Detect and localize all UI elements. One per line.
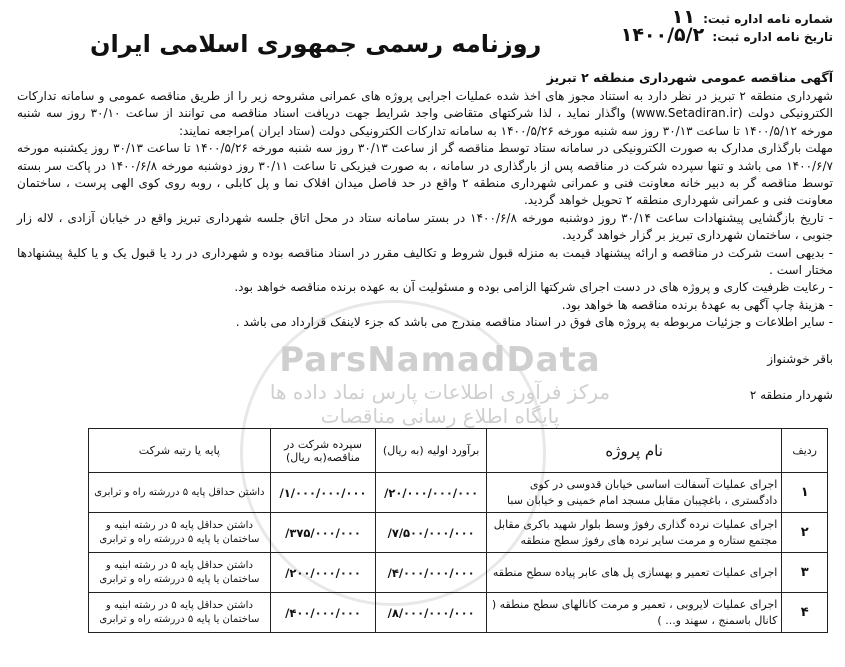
cell-deposit: ۲۰۰/۰۰۰/۰۰۰/ xyxy=(270,553,376,593)
signer-name: باقر خوشنواز xyxy=(767,352,833,366)
notice-paragraph: مهلت بارگذاری مدارک به صورت الکترونیکی در سامانه ستاد توسط مناقصه گر از ساعت ۳۰/۱۳ روز سه شنبه مورخه ۱۴۰۰/۵/۲۶ تا ساعت ۳۰/۱۳ روز یکشنبه مورخه ۱۴۰۰/۶/۷ می باشد و تنها سپرده شرکت در مناقصه پس از بارگذاری در سامانه ، به صورت فیزیکی تا ساعت ۳۰/۱۱ روز دوشنبه مورخه ۱۴۰۰/۶/۸ در پاکت سر بسته توسط مناقصه گر به دبیر خانه معاونت فنی و عمرانی شهرداری منطقه ۲ واقع در حد فاصل میدان افلاک نما و پل کابلی ، روبه روی کوی الهی پرست ، ساختمان معاونت فنی و عمرانی شهرداری منطقه ۲ تحویل خواهد گردید. xyxy=(17,141,833,208)
cell-grade: داشتن حداقل پایه ۵ در رشته ابنیه و ساختمان یا پایه ۵ دررشته راه و ترابری xyxy=(89,593,271,633)
header-project-name: نام پروژه xyxy=(486,429,781,473)
cell-project-name: اجرای عملیات تعمیر و بهسازی پل های عابر پیاده سطح منطقه xyxy=(486,553,781,593)
notice-paragraph: - سایر اطلاعات و جزئیات مربوطه به پروژه های فوق در اسناد مناقصه مندرج می باشد که جزء لاینفک قرارداد می باشد . xyxy=(235,315,833,330)
cell-estimate: ۴/۰۰۰/۰۰۰/۰۰۰/ xyxy=(376,553,487,593)
header-row-number: ردیف xyxy=(782,429,828,473)
watermark-brand: ParsNamadData xyxy=(279,340,601,380)
gazette-title: روزنامه رسمی جمهوری اسلامی ایران xyxy=(90,30,542,58)
notice-paragraph: - بدیهی است شرکت در مناقصه و ارائه پیشنهاد قیمت به منزله قبول شروط و تکالیف مقرر در اسناد مناقصه بوده و شهرداری در رد یا قبول یک و یا کلیهٔ پیشنهادها مختار است . xyxy=(17,245,833,278)
notice-paragraph: - تاریخ بازگشایی پیشنهادات ساعت ۳۰/۱۴ روز دوشنبه مورخه ۱۴۰۰/۶/۸ در بستر سامانه ستاد در محل اتاق جلسه شهرداری تبریز واقع در خیابان آزادی ، لاله زار جنوبی ، ساختمان شهرداری تبریز بر گزار خواهد گردید. xyxy=(17,210,833,243)
notice-paragraph: - رعایت ظرفیت کاری و پروژه های در دست اجرای شرکتها الزامی بوده و مسئولیت آن به عهده برنده مناقصه خواهد بود. xyxy=(234,280,833,295)
table-row xyxy=(89,473,828,513)
cell-estimate: ۲۰/۰۰۰/۰۰۰/۰۰۰/ xyxy=(376,473,487,513)
cell-row-number: ۲ xyxy=(782,513,828,553)
cell-deposit: ۳۷۵/۰۰۰/۰۰۰/ xyxy=(270,513,376,553)
registration-date xyxy=(621,24,833,46)
cell-project-name: اجرای عملیات لایروبی ، تعمیر و مرمت کانالهای سطح منطقه ( کانال باسمنج ، سهند و... ) xyxy=(486,593,781,633)
header-estimate: برآورد اولیه (به ریال) xyxy=(376,429,487,473)
projects-table xyxy=(88,428,828,633)
cell-deposit: ۴۰۰/۰۰۰/۰۰۰/ xyxy=(270,593,376,633)
registration-date-value: ۱۴۰۰/۵/۲ xyxy=(620,24,705,46)
header-deposit: سپرده شرکت در مناقصه(به ریال) xyxy=(270,429,376,473)
notice-title: آگهی مناقصه عمومی شهرداری منطقه ۲ تبریز xyxy=(546,70,833,85)
cell-project-name: اجرای عملیات نرده گذاری رفوژ وسط بلوار شهید باکری مقابل مجتمع ستاره و مرمت سایر نرده های رفوژ سطح منطقه xyxy=(486,513,781,553)
cell-estimate: ۷/۵۰۰/۰۰۰/۰۰۰/ xyxy=(376,513,487,553)
cell-grade: داشتن حداقل پایه ۵ دررشته راه و ترابری xyxy=(89,473,271,513)
table-header-row xyxy=(89,429,828,473)
notice-paragraph: - هزینهٔ چاپ آگهی به عهدهٔ برنده مناقصه ها خواهد بود. xyxy=(561,297,833,312)
cell-row-number: ۳ xyxy=(782,553,828,593)
cell-estimate: ۸/۰۰۰/۰۰۰/۰۰۰/ xyxy=(376,593,487,633)
cell-grade: داشتن حداقل پایه ۵ در رشته ابنیه و ساختمان یا پایه ۵ دررشته راه و ترابری xyxy=(89,553,271,593)
table-row xyxy=(89,553,828,593)
table-row xyxy=(89,513,828,553)
watermark-line-2: پایگاه اطلاع رسانی مناقصات xyxy=(320,404,560,428)
signer-title: شهردار منطقه ۲ xyxy=(749,388,833,402)
cell-row-number: ۱ xyxy=(782,473,828,513)
watermark-line-1: مرکز فرآوری اطلاعات پارس نماد داده ها xyxy=(269,380,611,404)
header-grade: پایه یا رتبه شرکت xyxy=(89,429,271,473)
cell-grade: داشتن حداقل پایه ۵ در رشته ابنیه و ساختمان یا پایه ۵ دررشته راه و ترابری xyxy=(89,513,271,553)
cell-project-name: اجرای عملیات آسفالت اساسی خیابان قدوسی در کوی دادگستری ، باغچیبان مقابل مسجد امام خمینی و خیابان سبا xyxy=(486,473,781,513)
notice-paragraph: شهرداری منطقه ۲ تبریز در نظر دارد به استناد مجوز های اخذ شده عملیات اجرایی پروژه های عمرانی مشروحه زیر را از طریق مناقصه عمومی و سامانه تدارکات الکترونیکی دولت (www.Setadiran.ir) واگذار نماید ، لذا شرکتهای متقاضی واجد شرایط جهت دریافت اسناد مناقصه می توانند از ساعت ۳۰/۱۰ روز سه شنبه مورخه ۱۴۰۰/۵/۱۲ تا ساعت ۳۰/۱۳ روز سه شنبه مورخه ۱۴۰۰/۵/۲۶ به سامانه تدارکات الکترونیکی دولت (ستاد ایران )مراجعه نمایند: xyxy=(17,89,834,138)
cell-row-number: ۴ xyxy=(782,593,828,633)
watermark xyxy=(250,340,630,428)
registration-number-value: ۱۱ xyxy=(671,6,695,28)
registration-date-label: تاریخ نامه اداره ثبت: xyxy=(712,30,833,44)
registration-number-label: شماره نامه اداره ثبت: xyxy=(703,12,833,26)
table-row xyxy=(89,593,828,633)
cell-deposit: ۱/۰۰۰/۰۰۰/۰۰۰/ xyxy=(270,473,376,513)
notice-body xyxy=(17,88,833,332)
